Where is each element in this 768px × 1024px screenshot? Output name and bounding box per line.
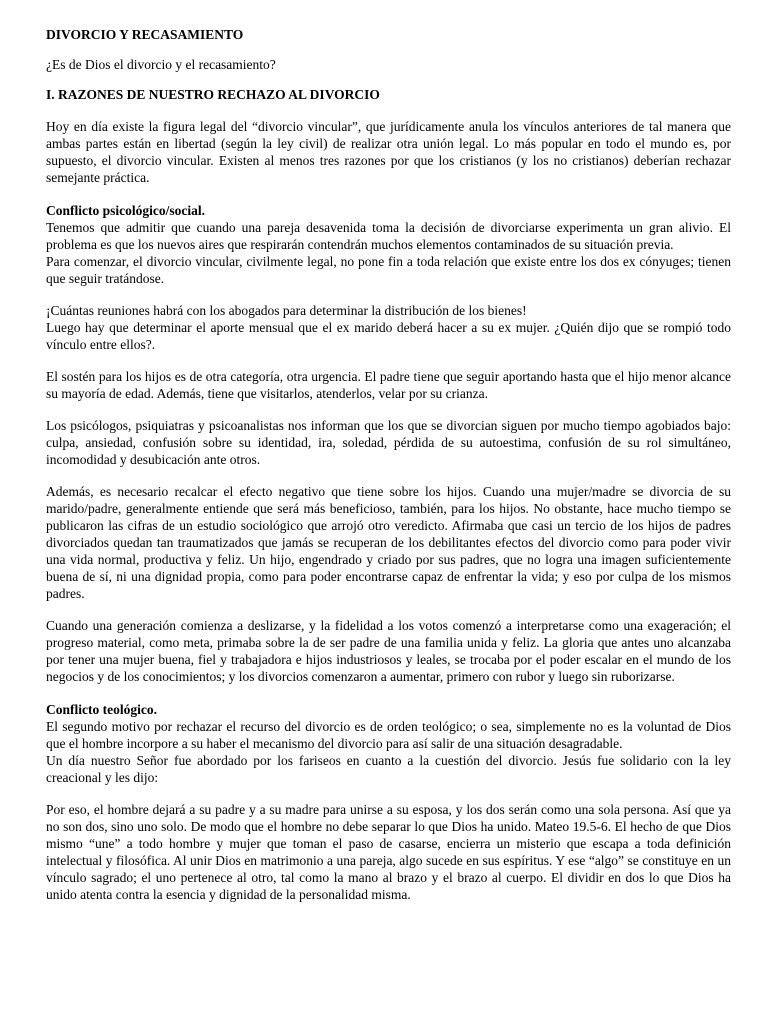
psych-paragraph-2: Para comenzar, el divorcio vincular, civilmente legal, no pone fin a toda relación que existe entre los dos ex cónyuges; tienen que seguir tratándose. <box>46 254 731 286</box>
psych-paragraph-1: Tenemos que admitir que cuando una pareja desavenida toma la decisión de divorciarse experimenta un gran alivio. El problema es que los nuevos aires que respirarán contendrán muchos elementos contaminados de su situación previa. <box>46 220 731 252</box>
psych-paragraph-7: Además, es necesario recalcar el efecto negativo que tiene sobre los hijos. Cuando una mujer/madre se divorcia de su marido/padre, generalmente entiende que será más beneficioso, también, para los hijos. No obstante, hace mucho tiempo se publicaron las cifras de un estudio sociológico que arrojó otro veredicto. Afirmaba que casi un tercio de los hijos de padres divorciados quedan tan traumatizados que jamás se recuperan de los debilitantes efectos del divorcio como para poder vivir una vida normal, productiva y feliz. Un hijo, engendrado y criado por sus padres, que no logra una imagen suficientemente buena de sí, ni una dignidad propia, como para poder encontrarse capaz de enfrentar la vida; y eso por culpa de los mismos padres. <box>46 484 731 601</box>
theo-heading: Conflicto teológico. <box>46 702 157 717</box>
theo-paragraph-3: Por eso, el hombre dejará a su padre y a su madre para unirse a su esposa, y los dos serán como una sola persona. Así que ya no son dos, sino uno solo. De modo que el hombre no debe separar lo que Dios ha unido. Mateo 19.5-6. El hecho de que Dios mismo “une” a todo hombre y mujer que toman el paso de casarse, encierra un misterio que escapa a toda definición intelectual y filosófica. Al unir Dios en matrimonio a una pareja, algo sucede en sus espíritus. Y ese “algo” se constituye en un vínculo sagrado; el uno pertenece al otro, tal como la mano al brazo y el brazo al cuerpo. El dividir en dos lo que Dios ha unido atenta contra la esencia y dignidad de la personalidad misma. <box>46 802 731 902</box>
theo-paragraph-2: Un día nuestro Señor fue abordado por los fariseos en cuanto a la cuestión del divorcio. Jesús fue solidario con la ley creacional y les dijo: <box>46 753 731 785</box>
theo-paragraph-1: El segundo motivo por rechazar el recurso del divorcio es de orden teológico; o sea, simplemente no es la voluntad de Dios que el hombre incorpore a su haber el mecanismo del divorcio para así salir de una situación desagradable. <box>46 719 731 751</box>
psych-paragraph-3: ¡Cuántas reuniones habrá con los abogados para determinar la distribución de los bienes! <box>46 303 527 318</box>
psych-paragraph-8: Cuando una generación comienza a deslizarse, y la fidelidad a los votos comenzó a interpretarse como una exageración; el progreso material, como meta, primaba sobre la de ser padre de una familia unida y feliz. La gloria que antes uno alcanzaba por tener una mujer buena, fiel y trabajadora e hijos industriosos y leales, se trocaba por el poder escalar en el mundo de los negocios y de los conocimientos; y los divorcios comenzaron a aumentar, primero con rubor y luego sin ruborizarse. <box>46 618 731 684</box>
intro-paragraph: Hoy en día existe la figura legal del “divorcio vincular”, que jurídicamente anula los vínculos anteriores de tal manera que ambas partes están en libertad (según la ley civil) de realizar otra unión legal. Lo más popular en todo el mundo es, por supuesto, el divorcio vincular. Existen al menos tres razones por que los cristianos (y los no cristianos) deberían rechazar semejante práctica. <box>46 119 731 185</box>
section-heading: I. RAZONES DE NUESTRO RECHAZO AL DIVORCIO <box>46 87 380 102</box>
psych-paragraph-5: El sostén para los hijos es de otra categoría, otra urgencia. El padre tiene que seguir aportando hasta que el hijo menor alcance su mayoría de edad. Además, tiene que visitarlos, atenderlos, velar por su crianza. <box>46 369 731 401</box>
psych-heading: Conflicto psicológico/social. <box>46 203 205 218</box>
question-line: ¿Es de Dios el divorcio y el recasamiento? <box>46 57 276 72</box>
psych-paragraph-6: Los psicólogos, psiquiatras y psicoanalistas nos informan que los que se divorcian siguen por mucho tiempo agobiados bajo: culpa, ansiedad, confusión sobre su identidad, ira, soledad, pérdida de su autoestima, confusión de su rol simultáneo, incomodidad y desubicación ante otros. <box>46 418 731 467</box>
psych-paragraph-4: Luego hay que determinar el aporte mensual que el ex marido deberá hacer a su ex mujer. ¿Quién dijo que se rompió todo vínculo entre ellos?. <box>46 320 731 352</box>
document-title: DIVORCIO Y RECASAMIENTO <box>46 27 244 42</box>
